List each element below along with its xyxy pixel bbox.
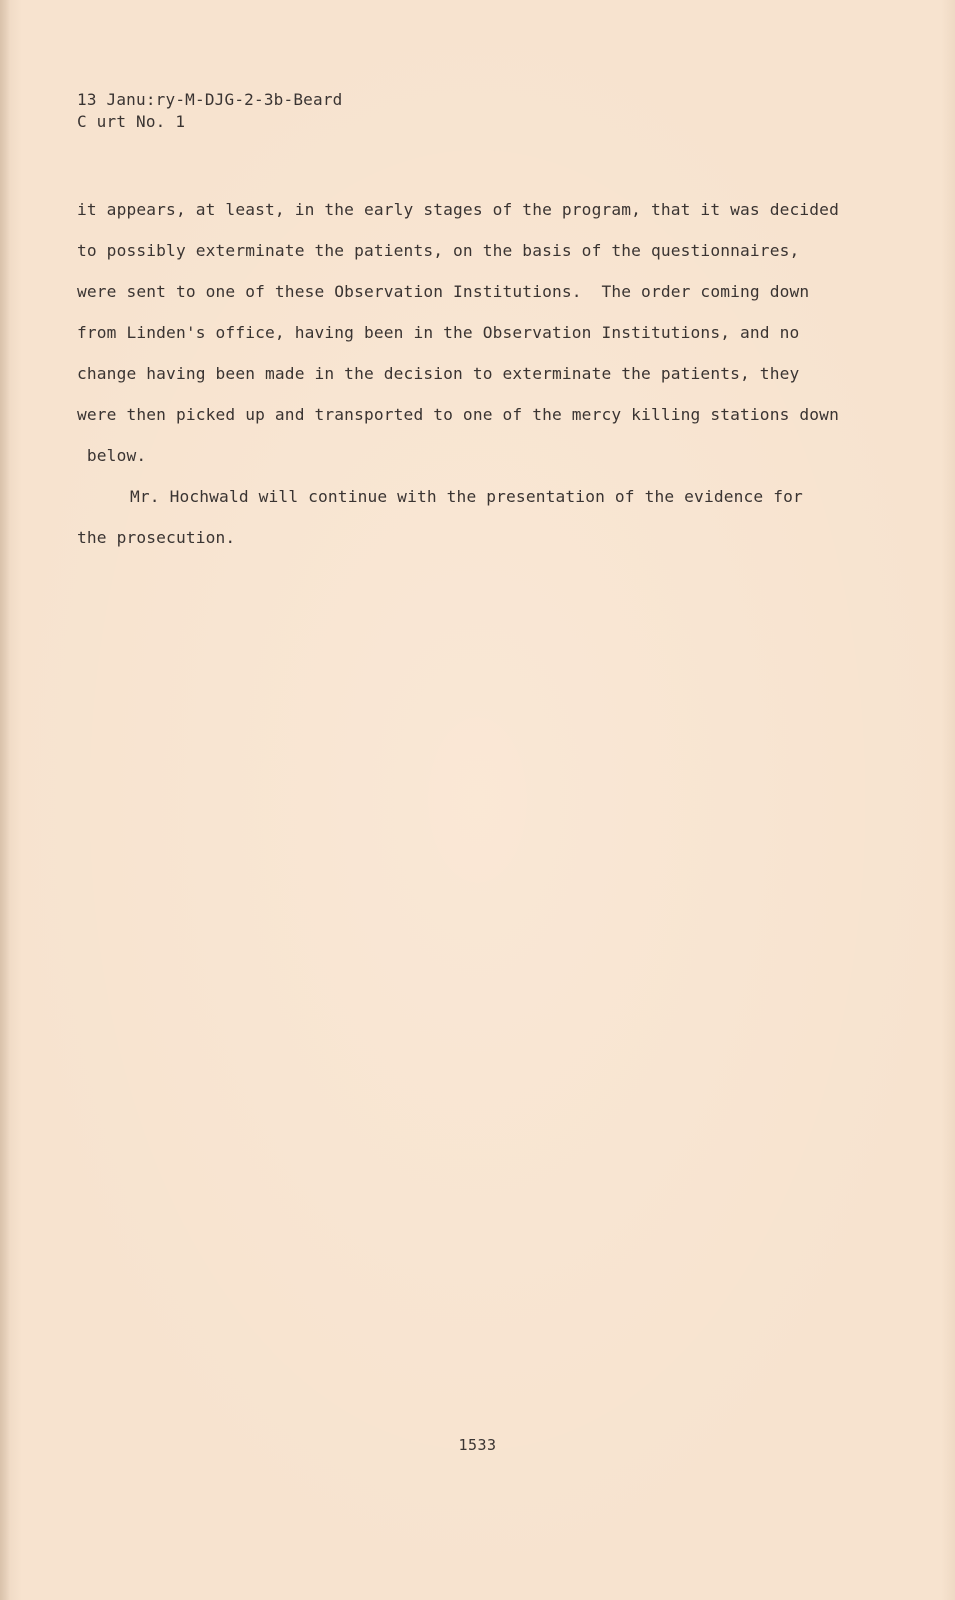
document-body (77, 189, 897, 558)
body-line: below. (77, 446, 147, 465)
body-line: the prosecution. (77, 528, 236, 547)
page-edge (0, 0, 10, 1600)
document-header (77, 89, 343, 133)
header-court: C urt No. 1 (77, 112, 186, 131)
body-line: Mr. Hochwald will continue with the presentation of the evidence for (130, 487, 803, 506)
body-line: it appears, at least, in the early stages of the program, that it was decided (77, 200, 839, 219)
body-line: were sent to one of these Observation Institutions. The order coming down (77, 282, 810, 301)
body-line: change having been made in the decision to exterminate the patients, they (77, 364, 800, 383)
body-line: from Linden's office, having been in the Observation Institutions, and no (77, 323, 800, 342)
header-reference: 13 Janu:ry-M-DJG-2-3b-Beard (77, 90, 343, 109)
body-line: to possibly exterminate the patients, on the basis of the questionnaires, (77, 241, 800, 260)
page-number: 1533 (458, 1436, 497, 1454)
body-line: were then picked up and transported to one of the mercy killing stations down (77, 405, 839, 424)
